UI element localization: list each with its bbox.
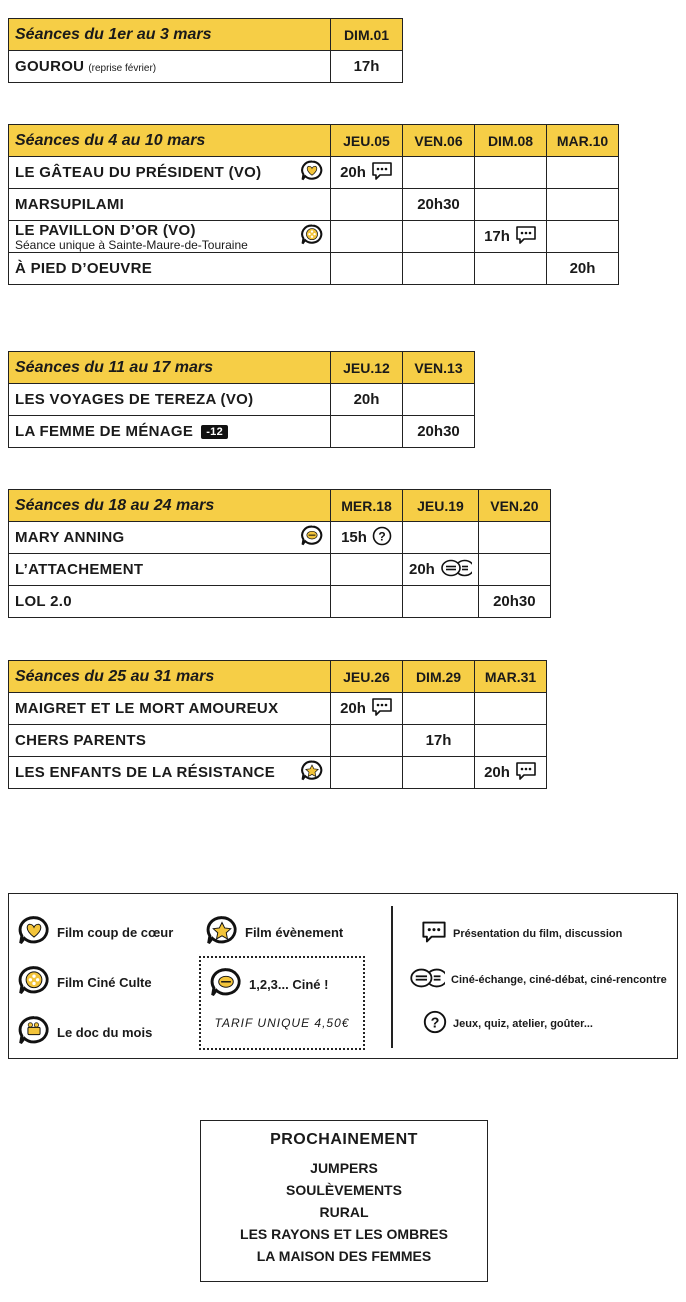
film-title-cell <box>9 522 331 554</box>
showtime-cell <box>331 725 403 757</box>
showtime-cell <box>475 189 547 221</box>
showtime-cell <box>403 693 475 725</box>
day-header: VEN.06 <box>403 125 475 157</box>
day-header: MAR.10 <box>547 125 619 157</box>
showtime-cell <box>475 253 547 285</box>
week-title: Séances du 4 au 10 mars <box>9 125 331 157</box>
legend-coup-de-coeur <box>17 914 173 951</box>
film-title: LE PAVILLON D’OR (VO) <box>15 221 196 239</box>
legend-box <box>8 893 678 1059</box>
film-title-cell <box>9 384 331 416</box>
film-row <box>9 253 619 285</box>
showtime-cell <box>547 253 619 285</box>
presentation-icon <box>371 697 393 721</box>
day-header: DIM.08 <box>475 125 547 157</box>
film-title-cell <box>9 253 331 285</box>
prochainement-film: LES RAYONS ET LES OMBRES <box>240 1226 448 1242</box>
schedule-table <box>8 18 403 83</box>
legend-cine-culte-label: Film Ciné Culte <box>57 975 152 990</box>
day-header: MAR.31 <box>475 661 547 693</box>
legend-cine-culte <box>17 964 152 1001</box>
schedule-table <box>8 489 551 618</box>
film-title-cell <box>9 51 331 83</box>
showtime-cell <box>331 757 403 789</box>
film-row <box>9 522 551 554</box>
film-title-cell <box>9 221 331 253</box>
showtime-cell <box>547 189 619 221</box>
cine-culte-icon <box>300 223 324 251</box>
showtime-cell <box>547 221 619 253</box>
film-row <box>9 51 403 83</box>
day-header: JEU.12 <box>331 352 403 384</box>
showtime-cell <box>403 586 479 618</box>
legend-evenement <box>205 914 343 951</box>
showtime: 20h <box>484 763 510 781</box>
prochainement-title: PROCHAINEMENT <box>270 1131 418 1148</box>
film-subtitle: Séance unique à Sainte-Maure-de-Touraine <box>15 237 248 252</box>
film-title: LOL 2.0 <box>15 593 72 610</box>
legend-cine123-label: 1,2,3... Ciné ! <box>249 977 329 992</box>
echange-icon <box>440 558 472 582</box>
quiz-icon <box>423 1010 447 1037</box>
showtime-cell <box>547 157 619 189</box>
evenement-icon <box>300 759 324 787</box>
showtime-cell <box>331 586 403 618</box>
film-title: L’ATTACHEMENT <box>15 561 144 578</box>
week-title: Séances du 25 au 31 mars <box>9 661 331 693</box>
prochainement-box <box>200 1120 488 1282</box>
showtime: 15h <box>341 528 367 546</box>
showtime-cell <box>403 554 479 586</box>
film-title-cell <box>9 725 331 757</box>
film-title-cell <box>9 586 331 618</box>
film-title: MAIGRET ET LE MORT AMOUREUX <box>15 700 279 717</box>
123-cine-icon <box>300 524 324 552</box>
film-title: À PIED D’OEUVRE <box>15 260 153 277</box>
showtime: 17h <box>484 227 510 245</box>
showtime-cell <box>403 157 475 189</box>
legend-doc-du-mois <box>17 1014 152 1051</box>
coup-de-coeur-icon <box>300 159 324 187</box>
week-header-row <box>9 352 475 384</box>
legend-echange <box>409 966 667 993</box>
film-row <box>9 384 475 416</box>
showtime: 20h30 <box>417 423 460 440</box>
presentation-icon <box>515 225 537 249</box>
cine-culte-icon <box>17 964 51 1001</box>
day-header: VEN.20 <box>478 490 550 522</box>
film-title: MARY ANNING <box>15 529 125 546</box>
showtime-cell <box>331 253 403 285</box>
film-title: LE GÂTEAU DU PRÉSIDENT (VO) <box>15 164 262 181</box>
showtime-cell <box>331 522 403 554</box>
showtime-cell <box>403 189 475 221</box>
film-title-cell <box>9 157 331 189</box>
showtime-cell <box>475 221 547 253</box>
presentation-icon <box>421 920 447 947</box>
showtime: 20h30 <box>417 196 460 213</box>
film-title: LES VOYAGES DE TEREZA (VO) <box>15 391 254 408</box>
legend-echange-label: Ciné-échange, ciné-débat, ciné-rencontre <box>451 973 667 986</box>
legend-presentation-label: Présentation du film, discussion <box>453 927 623 940</box>
cine123-box <box>199 956 365 1050</box>
showtime: 17h <box>353 58 380 75</box>
presentation-icon <box>371 161 393 185</box>
film-title: LA FEMME DE MÉNAGE <box>15 423 194 440</box>
schedule-table <box>8 660 547 789</box>
legend-presentation <box>421 920 622 947</box>
showtime-cell <box>478 554 550 586</box>
presentation-icon <box>515 761 537 785</box>
legend-coup-de-coeur-label: Film coup de cœur <box>57 925 174 940</box>
day-header: JEU.19 <box>403 490 479 522</box>
showtime-cell <box>478 522 550 554</box>
day-header: MER.18 <box>331 490 403 522</box>
film-row <box>9 189 619 221</box>
film-row <box>9 693 547 725</box>
legend-divider <box>391 906 393 1048</box>
showtime-cell <box>331 554 403 586</box>
cine123-icon <box>209 966 243 1003</box>
week-title: Séances du 18 au 24 mars <box>9 490 331 522</box>
film-title-cell <box>9 554 331 586</box>
showtime-cell <box>403 522 479 554</box>
showtime-cell <box>331 157 403 189</box>
film-title-cell <box>9 757 331 789</box>
legend-quiz-label: Jeux, quiz, atelier, goûter... <box>453 1017 593 1030</box>
doc-du-mois-icon <box>17 1014 51 1051</box>
showtime-cell <box>475 693 547 725</box>
film-title: GOUROU <box>15 58 85 75</box>
film-title: MARSUPILAMI <box>15 196 125 213</box>
schedule-table <box>8 351 475 448</box>
showtime-cell <box>403 384 475 416</box>
schedule-table <box>8 124 619 285</box>
day-header: DIM.01 <box>331 19 403 51</box>
showtime-cell <box>475 757 547 789</box>
showtime: 20h30 <box>493 593 536 610</box>
quiz-icon <box>372 526 392 550</box>
prochainement-film: JUMPERS <box>310 1160 378 1176</box>
showtime: 20h <box>353 391 380 408</box>
echange-icon <box>409 966 445 993</box>
film-title: CHERS PARENTS <box>15 732 147 749</box>
film-row <box>9 416 475 448</box>
showtime-cell <box>331 416 403 448</box>
film-row <box>9 554 551 586</box>
film-row <box>9 586 551 618</box>
showtime: 20h <box>409 560 435 578</box>
evenement-icon <box>205 914 239 951</box>
legend-cine123 <box>209 966 328 1003</box>
film-row <box>9 221 619 253</box>
week-header-row <box>9 19 403 51</box>
showtime-cell <box>331 384 403 416</box>
age-rating-badge: -12 <box>201 425 228 439</box>
legend-evenement-label: Film évènement <box>245 925 344 940</box>
film-title: LES ENFANTS DE LA RÉSISTANCE <box>15 764 276 781</box>
svg-text:?: ? <box>430 1015 440 1032</box>
day-header: DIM.29 <box>403 661 475 693</box>
showtime: 20h <box>340 163 366 181</box>
showtime-cell <box>403 757 475 789</box>
coup-de-coeur-icon <box>17 914 51 951</box>
legend-doc-du-mois-label: Le doc du mois <box>57 1025 153 1040</box>
showtime: 17h <box>425 732 452 749</box>
legend-quiz <box>423 1010 593 1037</box>
showtime-cell <box>331 189 403 221</box>
showtime: 20h <box>569 260 596 277</box>
film-row <box>9 757 547 789</box>
film-row <box>9 157 619 189</box>
film-title-cell <box>9 189 331 221</box>
film-title-cell <box>9 416 331 448</box>
tarif-label: TARIF UNIQUE 4,50€ <box>214 1016 350 1030</box>
showtime-cell <box>478 586 550 618</box>
day-header: JEU.26 <box>331 661 403 693</box>
day-header: JEU.05 <box>331 125 403 157</box>
week-header-row <box>9 661 547 693</box>
svg-text:?: ? <box>378 529 386 543</box>
showtime-cell <box>475 157 547 189</box>
showtime-cell <box>331 693 403 725</box>
prochainement-film: RURAL <box>319 1204 369 1220</box>
film-title-cell <box>9 693 331 725</box>
prochainement-film: SOULÈVEMENTS <box>286 1182 402 1198</box>
week-title: Séances du 11 au 17 mars <box>9 352 331 384</box>
showtime-cell <box>403 416 475 448</box>
showtime-cell <box>331 221 403 253</box>
film-note: (reprise février) <box>88 63 157 74</box>
showtime-cell <box>475 725 547 757</box>
showtime-cell <box>403 725 475 757</box>
prochainement-film: LA MAISON DES FEMMES <box>256 1248 432 1264</box>
showtime-cell <box>403 221 475 253</box>
day-header: VEN.13 <box>403 352 475 384</box>
week-title: Séances du 1er au 3 mars <box>9 19 331 51</box>
film-row <box>9 725 547 757</box>
showtime-cell <box>403 253 475 285</box>
week-header-row <box>9 490 551 522</box>
showtime: 20h <box>340 699 366 717</box>
showtime-cell <box>331 51 403 83</box>
week-header-row <box>9 125 619 157</box>
